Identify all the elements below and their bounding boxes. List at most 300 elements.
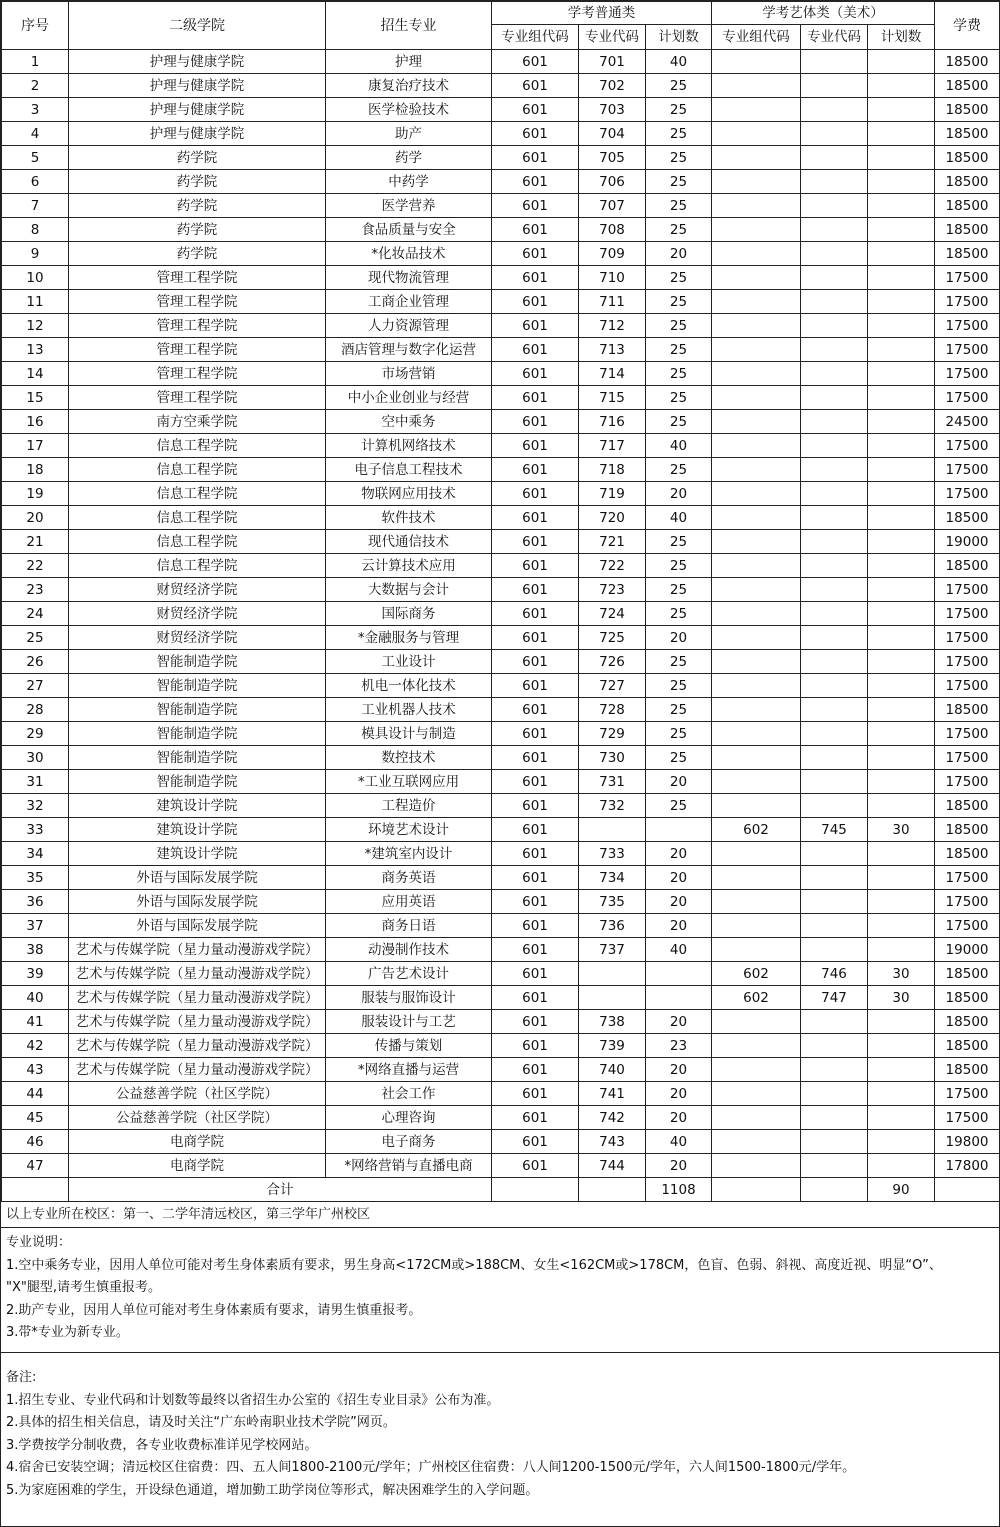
cell-major: 食品质量与安全	[326, 218, 492, 242]
table-row	[2, 314, 1000, 338]
cell-art-group-code	[712, 266, 801, 290]
cell-fee: 19000	[935, 530, 1000, 554]
cell-general-major-code: 702	[579, 74, 646, 98]
cell-general-major-code: 720	[579, 506, 646, 530]
cell-fee: 17500	[935, 578, 1000, 602]
table-row	[2, 722, 1000, 746]
cell-art-plan	[868, 626, 935, 650]
cell-major: 商务日语	[326, 914, 492, 938]
cell-art-plan	[868, 98, 935, 122]
cell-general-plan: 25	[646, 122, 712, 146]
cell-seq: 5	[2, 146, 69, 170]
cell-art-major-code	[801, 626, 868, 650]
header-art-group: 学考艺体类（美术）	[712, 2, 935, 25]
cell-seq: 4	[2, 122, 69, 146]
cell-major: *网络直播与运营	[326, 1058, 492, 1082]
cell-seq: 19	[2, 482, 69, 506]
cell-college: 智能制造学院	[69, 674, 326, 698]
header-college: 二级学院	[69, 2, 326, 50]
cell-general-plan: 25	[646, 290, 712, 314]
cell-art-major-code	[801, 578, 868, 602]
cell-art-group-code: 602	[712, 986, 801, 1010]
cell-seq: 6	[2, 170, 69, 194]
cell-art-group-code	[712, 338, 801, 362]
cell-art-major-code	[801, 602, 868, 626]
cell-college: 艺术与传媒学院（星力量动漫游戏学院）	[69, 938, 326, 962]
cell-art-group-code	[712, 482, 801, 506]
cell-seq: 20	[2, 506, 69, 530]
table-row	[2, 50, 1000, 74]
cell-general-plan: 25	[646, 746, 712, 770]
cell-general-major-code: 716	[579, 410, 646, 434]
table-row	[2, 962, 1000, 986]
cell-art-plan	[868, 1058, 935, 1082]
cell-general-group-code: 601	[492, 410, 579, 434]
cell-general-plan	[646, 986, 712, 1010]
cell-seq: 43	[2, 1058, 69, 1082]
cell-general-plan: 40	[646, 434, 712, 458]
cell-general-major-code: 734	[579, 866, 646, 890]
cell-college: 管理工程学院	[69, 362, 326, 386]
cell-college: 艺术与传媒学院（星力量动漫游戏学院）	[69, 986, 326, 1010]
cell-art-major-code	[801, 1154, 868, 1178]
cell-art-plan	[868, 650, 935, 674]
cell-fee: 19800	[935, 1130, 1000, 1154]
cell-general-plan: 25	[646, 554, 712, 578]
cell-college: 建筑设计学院	[69, 818, 326, 842]
cell-general-major-code: 740	[579, 1058, 646, 1082]
cell-art-group-code	[712, 890, 801, 914]
cell-general-major-code: 741	[579, 1082, 646, 1106]
cell-college: 建筑设计学院	[69, 794, 326, 818]
cell-general-major-code: 731	[579, 770, 646, 794]
cell-major: 市场营销	[326, 362, 492, 386]
cell-general-group-code: 601	[492, 818, 579, 842]
cell-general-plan: 25	[646, 146, 712, 170]
cell-seq: 36	[2, 890, 69, 914]
cell-college: 电商学院	[69, 1130, 326, 1154]
total-fee-cell	[935, 1178, 1000, 1202]
remarks-item-2: 2.具体的招生相关信息，请及时关注“广东岭南职业技术学院”网页。	[6, 1415, 396, 1430]
cell-major: 康复治疗技术	[326, 74, 492, 98]
cell-seq: 21	[2, 530, 69, 554]
cell-fee: 18500	[935, 242, 1000, 266]
cell-art-major-code	[801, 770, 868, 794]
cell-fee: 17500	[935, 1082, 1000, 1106]
cell-fee: 17500	[935, 890, 1000, 914]
table-row	[2, 458, 1000, 482]
cell-art-plan	[868, 770, 935, 794]
cell-general-plan: 25	[646, 194, 712, 218]
cell-general-major-code: 732	[579, 794, 646, 818]
cell-college: 智能制造学院	[69, 770, 326, 794]
cell-art-plan	[868, 1034, 935, 1058]
cell-art-plan	[868, 362, 935, 386]
cell-general-plan: 20	[646, 914, 712, 938]
cell-art-group-code	[712, 410, 801, 434]
cell-general-plan: 20	[646, 1082, 712, 1106]
cell-art-major-code	[801, 98, 868, 122]
cell-major: 电子信息工程技术	[326, 458, 492, 482]
cell-art-plan	[868, 938, 935, 962]
cell-art-major-code	[801, 362, 868, 386]
cell-general-major-code: 709	[579, 242, 646, 266]
cell-fee: 18500	[935, 962, 1000, 986]
cell-art-plan	[868, 1130, 935, 1154]
total-label: 合计	[69, 1178, 492, 1202]
cell-seq: 40	[2, 986, 69, 1010]
cell-art-plan	[868, 746, 935, 770]
cell-art-plan	[868, 266, 935, 290]
cell-seq: 37	[2, 914, 69, 938]
cell-major: 心理咨询	[326, 1106, 492, 1130]
cell-general-group-code: 601	[492, 650, 579, 674]
cell-art-group-code	[712, 194, 801, 218]
cell-general-major-code: 726	[579, 650, 646, 674]
cell-college: 护理与健康学院	[69, 74, 326, 98]
cell-seq: 22	[2, 554, 69, 578]
cell-general-plan: 20	[646, 890, 712, 914]
cell-fee: 18500	[935, 698, 1000, 722]
cell-general-plan: 25	[646, 266, 712, 290]
cell-fee: 18500	[935, 986, 1000, 1010]
cell-general-group-code: 601	[492, 1034, 579, 1058]
table-row	[2, 386, 1000, 410]
table-row	[2, 74, 1000, 98]
table-row	[2, 266, 1000, 290]
cell-college: 艺术与传媒学院（星力量动漫游戏学院）	[69, 1034, 326, 1058]
header-general-group: 学考普通类	[492, 2, 712, 25]
cell-general-plan: 25	[646, 386, 712, 410]
cell-fee: 18500	[935, 1010, 1000, 1034]
cell-art-major-code	[801, 746, 868, 770]
cell-seq: 3	[2, 98, 69, 122]
table-row	[2, 122, 1000, 146]
cell-general-plan: 20	[646, 1154, 712, 1178]
cell-art-group-code	[712, 1154, 801, 1178]
cell-college: 管理工程学院	[69, 290, 326, 314]
cell-major: *建筑室内设计	[326, 842, 492, 866]
major-explanation	[1, 1228, 999, 1353]
total-row	[2, 1178, 1000, 1202]
cell-general-group-code: 601	[492, 338, 579, 362]
cell-seq: 16	[2, 410, 69, 434]
cell-general-major-code: 711	[579, 290, 646, 314]
cell-art-plan	[868, 50, 935, 74]
total-art-code-cell	[801, 1178, 868, 1202]
cell-art-major-code: 745	[801, 818, 868, 842]
cell-fee: 18500	[935, 146, 1000, 170]
explanation-item-2: 2.助产专业，因用人单位可能对考生身体素质有要求，请男生慎重报考。	[6, 1302, 422, 1318]
cell-general-group-code: 601	[492, 218, 579, 242]
cell-seq: 42	[2, 1034, 69, 1058]
cell-general-plan: 20	[646, 1106, 712, 1130]
cell-general-group-code: 601	[492, 890, 579, 914]
table-row	[2, 1130, 1000, 1154]
remarks-item-5: 5.为家庭困难的学生，开设绿色通道，增加勤工助学岗位等形式，解决困难学生的入学问题。	[6, 1482, 539, 1498]
cell-general-major-code: 738	[579, 1010, 646, 1034]
cell-fee: 18500	[935, 506, 1000, 530]
cell-fee: 17500	[935, 482, 1000, 506]
table-row	[2, 794, 1000, 818]
cell-college: 公益慈善学院（社区学院）	[69, 1106, 326, 1130]
cell-fee: 18500	[935, 74, 1000, 98]
cell-college: 外语与国际发展学院	[69, 866, 326, 890]
cell-art-major-code	[801, 74, 868, 98]
cell-seq: 17	[2, 434, 69, 458]
cell-seq: 23	[2, 578, 69, 602]
cell-art-group-code: 602	[712, 818, 801, 842]
cell-seq: 30	[2, 746, 69, 770]
header-seq: 序号	[2, 2, 69, 50]
cell-fee: 17500	[935, 314, 1000, 338]
cell-fee: 17500	[935, 290, 1000, 314]
cell-general-group-code: 601	[492, 74, 579, 98]
cell-art-major-code	[801, 938, 868, 962]
cell-general-plan: 20	[646, 242, 712, 266]
cell-art-plan	[868, 290, 935, 314]
cell-art-major-code	[801, 266, 868, 290]
cell-art-group-code	[712, 866, 801, 890]
cell-art-plan	[868, 170, 935, 194]
cell-general-group-code: 601	[492, 1082, 579, 1106]
cell-major: 医学检验技术	[326, 98, 492, 122]
cell-general-major-code: 705	[579, 146, 646, 170]
table-row	[2, 194, 1000, 218]
cell-college: 药学院	[69, 194, 326, 218]
cell-seq: 31	[2, 770, 69, 794]
table-row	[2, 434, 1000, 458]
cell-general-group-code: 601	[492, 1154, 579, 1178]
cell-general-major-code: 743	[579, 1130, 646, 1154]
cell-general-major-code	[579, 986, 646, 1010]
header-art-plan: 计划数	[868, 25, 935, 50]
cell-general-group-code: 601	[492, 938, 579, 962]
cell-art-plan	[868, 386, 935, 410]
cell-major: 动漫制作技术	[326, 938, 492, 962]
cell-art-major-code	[801, 698, 868, 722]
cell-general-major-code	[579, 962, 646, 986]
cell-college: 护理与健康学院	[69, 50, 326, 74]
cell-fee: 17500	[935, 650, 1000, 674]
cell-art-major-code: 746	[801, 962, 868, 986]
remarks-item-3: 3.学费按学分制收费，各专业收费标准详见学校网站。	[6, 1437, 318, 1453]
cell-seq: 8	[2, 218, 69, 242]
table-row	[2, 1082, 1000, 1106]
cell-art-major-code	[801, 410, 868, 434]
cell-college: 信息工程学院	[69, 482, 326, 506]
cell-art-group-code	[712, 218, 801, 242]
cell-major: 现代通信技术	[326, 530, 492, 554]
cell-general-major-code: 725	[579, 626, 646, 650]
cell-art-major-code	[801, 866, 868, 890]
cell-general-plan: 25	[646, 674, 712, 698]
cell-general-major-code: 718	[579, 458, 646, 482]
cell-fee: 18500	[935, 50, 1000, 74]
cell-art-plan	[868, 914, 935, 938]
cell-art-group-code	[712, 146, 801, 170]
table-row	[2, 362, 1000, 386]
cell-college: 艺术与传媒学院（星力量动漫游戏学院）	[69, 962, 326, 986]
header-general-plan: 计划数	[646, 25, 712, 50]
cell-general-plan: 25	[646, 170, 712, 194]
cell-art-group-code	[712, 770, 801, 794]
cell-general-plan: 25	[646, 578, 712, 602]
cell-art-group-code	[712, 506, 801, 530]
cell-art-plan	[868, 74, 935, 98]
cell-major: 商务英语	[326, 866, 492, 890]
cell-seq: 34	[2, 842, 69, 866]
cell-general-group-code: 601	[492, 962, 579, 986]
cell-general-group-code: 601	[492, 914, 579, 938]
cell-art-group-code	[712, 1082, 801, 1106]
cell-general-group-code: 601	[492, 722, 579, 746]
cell-major: 模具设计与制造	[326, 722, 492, 746]
cell-art-major-code	[801, 1034, 868, 1058]
cell-general-major-code: 703	[579, 98, 646, 122]
cell-major: 广告艺术设计	[326, 962, 492, 986]
cell-art-plan	[868, 482, 935, 506]
table-row	[2, 914, 1000, 938]
cell-general-plan: 25	[646, 410, 712, 434]
cell-college: 信息工程学院	[69, 434, 326, 458]
cell-general-group-code: 601	[492, 986, 579, 1010]
cell-fee: 18500	[935, 818, 1000, 842]
cell-art-group-code	[712, 1106, 801, 1130]
cell-art-major-code	[801, 1082, 868, 1106]
cell-art-major-code	[801, 242, 868, 266]
total-general-plan: 1108	[646, 1178, 712, 1202]
cell-general-major-code: 712	[579, 314, 646, 338]
cell-general-major-code: 719	[579, 482, 646, 506]
cell-general-major-code: 715	[579, 386, 646, 410]
cell-college: 管理工程学院	[69, 266, 326, 290]
cell-general-group-code: 601	[492, 362, 579, 386]
cell-general-plan: 20	[646, 842, 712, 866]
cell-general-plan: 25	[646, 362, 712, 386]
header-art-group-code: 专业组代码	[712, 25, 801, 50]
cell-general-major-code: 701	[579, 50, 646, 74]
table-row	[2, 602, 1000, 626]
cell-art-group-code	[712, 674, 801, 698]
cell-general-major-code: 714	[579, 362, 646, 386]
table-row	[2, 242, 1000, 266]
cell-art-plan	[868, 722, 935, 746]
cell-seq: 33	[2, 818, 69, 842]
cell-art-group-code	[712, 578, 801, 602]
cell-art-group-code	[712, 722, 801, 746]
table-row	[2, 482, 1000, 506]
cell-art-plan	[868, 314, 935, 338]
cell-art-major-code	[801, 914, 868, 938]
cell-general-group-code: 601	[492, 746, 579, 770]
cell-general-major-code: 704	[579, 122, 646, 146]
cell-general-group-code: 601	[492, 170, 579, 194]
cell-major: 数控技术	[326, 746, 492, 770]
cell-major: 软件技术	[326, 506, 492, 530]
cell-art-group-code	[712, 1034, 801, 1058]
header-major: 招生专业	[326, 2, 492, 50]
cell-art-group-code	[712, 698, 801, 722]
table-row	[2, 530, 1000, 554]
cell-art-plan	[868, 458, 935, 482]
cell-general-major-code: 730	[579, 746, 646, 770]
cell-art-major-code	[801, 1130, 868, 1154]
cell-art-major-code	[801, 1058, 868, 1082]
cell-general-plan: 25	[646, 794, 712, 818]
cell-art-plan	[868, 218, 935, 242]
cell-art-plan	[868, 794, 935, 818]
cell-college: 护理与健康学院	[69, 122, 326, 146]
cell-art-group-code	[712, 1010, 801, 1034]
table-body	[2, 50, 1000, 1178]
cell-college: 管理工程学院	[69, 386, 326, 410]
cell-general-plan	[646, 818, 712, 842]
cell-fee: 18500	[935, 1034, 1000, 1058]
cell-general-major-code: 710	[579, 266, 646, 290]
remarks-title: 备注:	[6, 1370, 37, 1385]
cell-general-plan: 25	[646, 74, 712, 98]
cell-art-group-code	[712, 170, 801, 194]
cell-college: 药学院	[69, 146, 326, 170]
cell-general-plan: 25	[646, 698, 712, 722]
cell-general-major-code: 735	[579, 890, 646, 914]
cell-general-group-code: 601	[492, 506, 579, 530]
cell-general-group-code: 601	[492, 842, 579, 866]
cell-fee: 18500	[935, 194, 1000, 218]
cell-fee: 17500	[935, 914, 1000, 938]
cell-fee: 18500	[935, 554, 1000, 578]
cell-art-plan	[868, 410, 935, 434]
cell-college: 信息工程学院	[69, 530, 326, 554]
cell-art-plan	[868, 866, 935, 890]
cell-general-plan: 25	[646, 314, 712, 338]
header-general-major-code: 专业代码	[579, 25, 646, 50]
table-row	[2, 218, 1000, 242]
cell-general-plan: 25	[646, 218, 712, 242]
cell-art-major-code	[801, 170, 868, 194]
cell-major: *工业互联网应用	[326, 770, 492, 794]
header-art-major-code: 专业代码	[801, 25, 868, 50]
cell-general-group-code: 601	[492, 554, 579, 578]
cell-major: *金融服务与管理	[326, 626, 492, 650]
cell-fee: 18500	[935, 842, 1000, 866]
cell-art-major-code	[801, 1106, 868, 1130]
cell-art-plan	[868, 842, 935, 866]
cell-general-major-code: 706	[579, 170, 646, 194]
cell-major: 医学营养	[326, 194, 492, 218]
cell-major: 社会工作	[326, 1082, 492, 1106]
cell-general-plan: 25	[646, 530, 712, 554]
cell-college: 智能制造学院	[69, 746, 326, 770]
cell-fee: 17500	[935, 434, 1000, 458]
cell-major: 助产	[326, 122, 492, 146]
table-row	[2, 170, 1000, 194]
cell-art-plan	[868, 1154, 935, 1178]
cell-seq: 7	[2, 194, 69, 218]
cell-major: *化妆品技术	[326, 242, 492, 266]
cell-seq: 29	[2, 722, 69, 746]
cell-general-plan: 20	[646, 866, 712, 890]
cell-general-group-code: 601	[492, 50, 579, 74]
cell-art-group-code	[712, 434, 801, 458]
cell-art-group-code	[712, 938, 801, 962]
cell-art-major-code	[801, 842, 868, 866]
cell-general-group-code: 601	[492, 194, 579, 218]
cell-art-group-code	[712, 50, 801, 74]
cell-college: 外语与国际发展学院	[69, 914, 326, 938]
cell-art-plan	[868, 242, 935, 266]
